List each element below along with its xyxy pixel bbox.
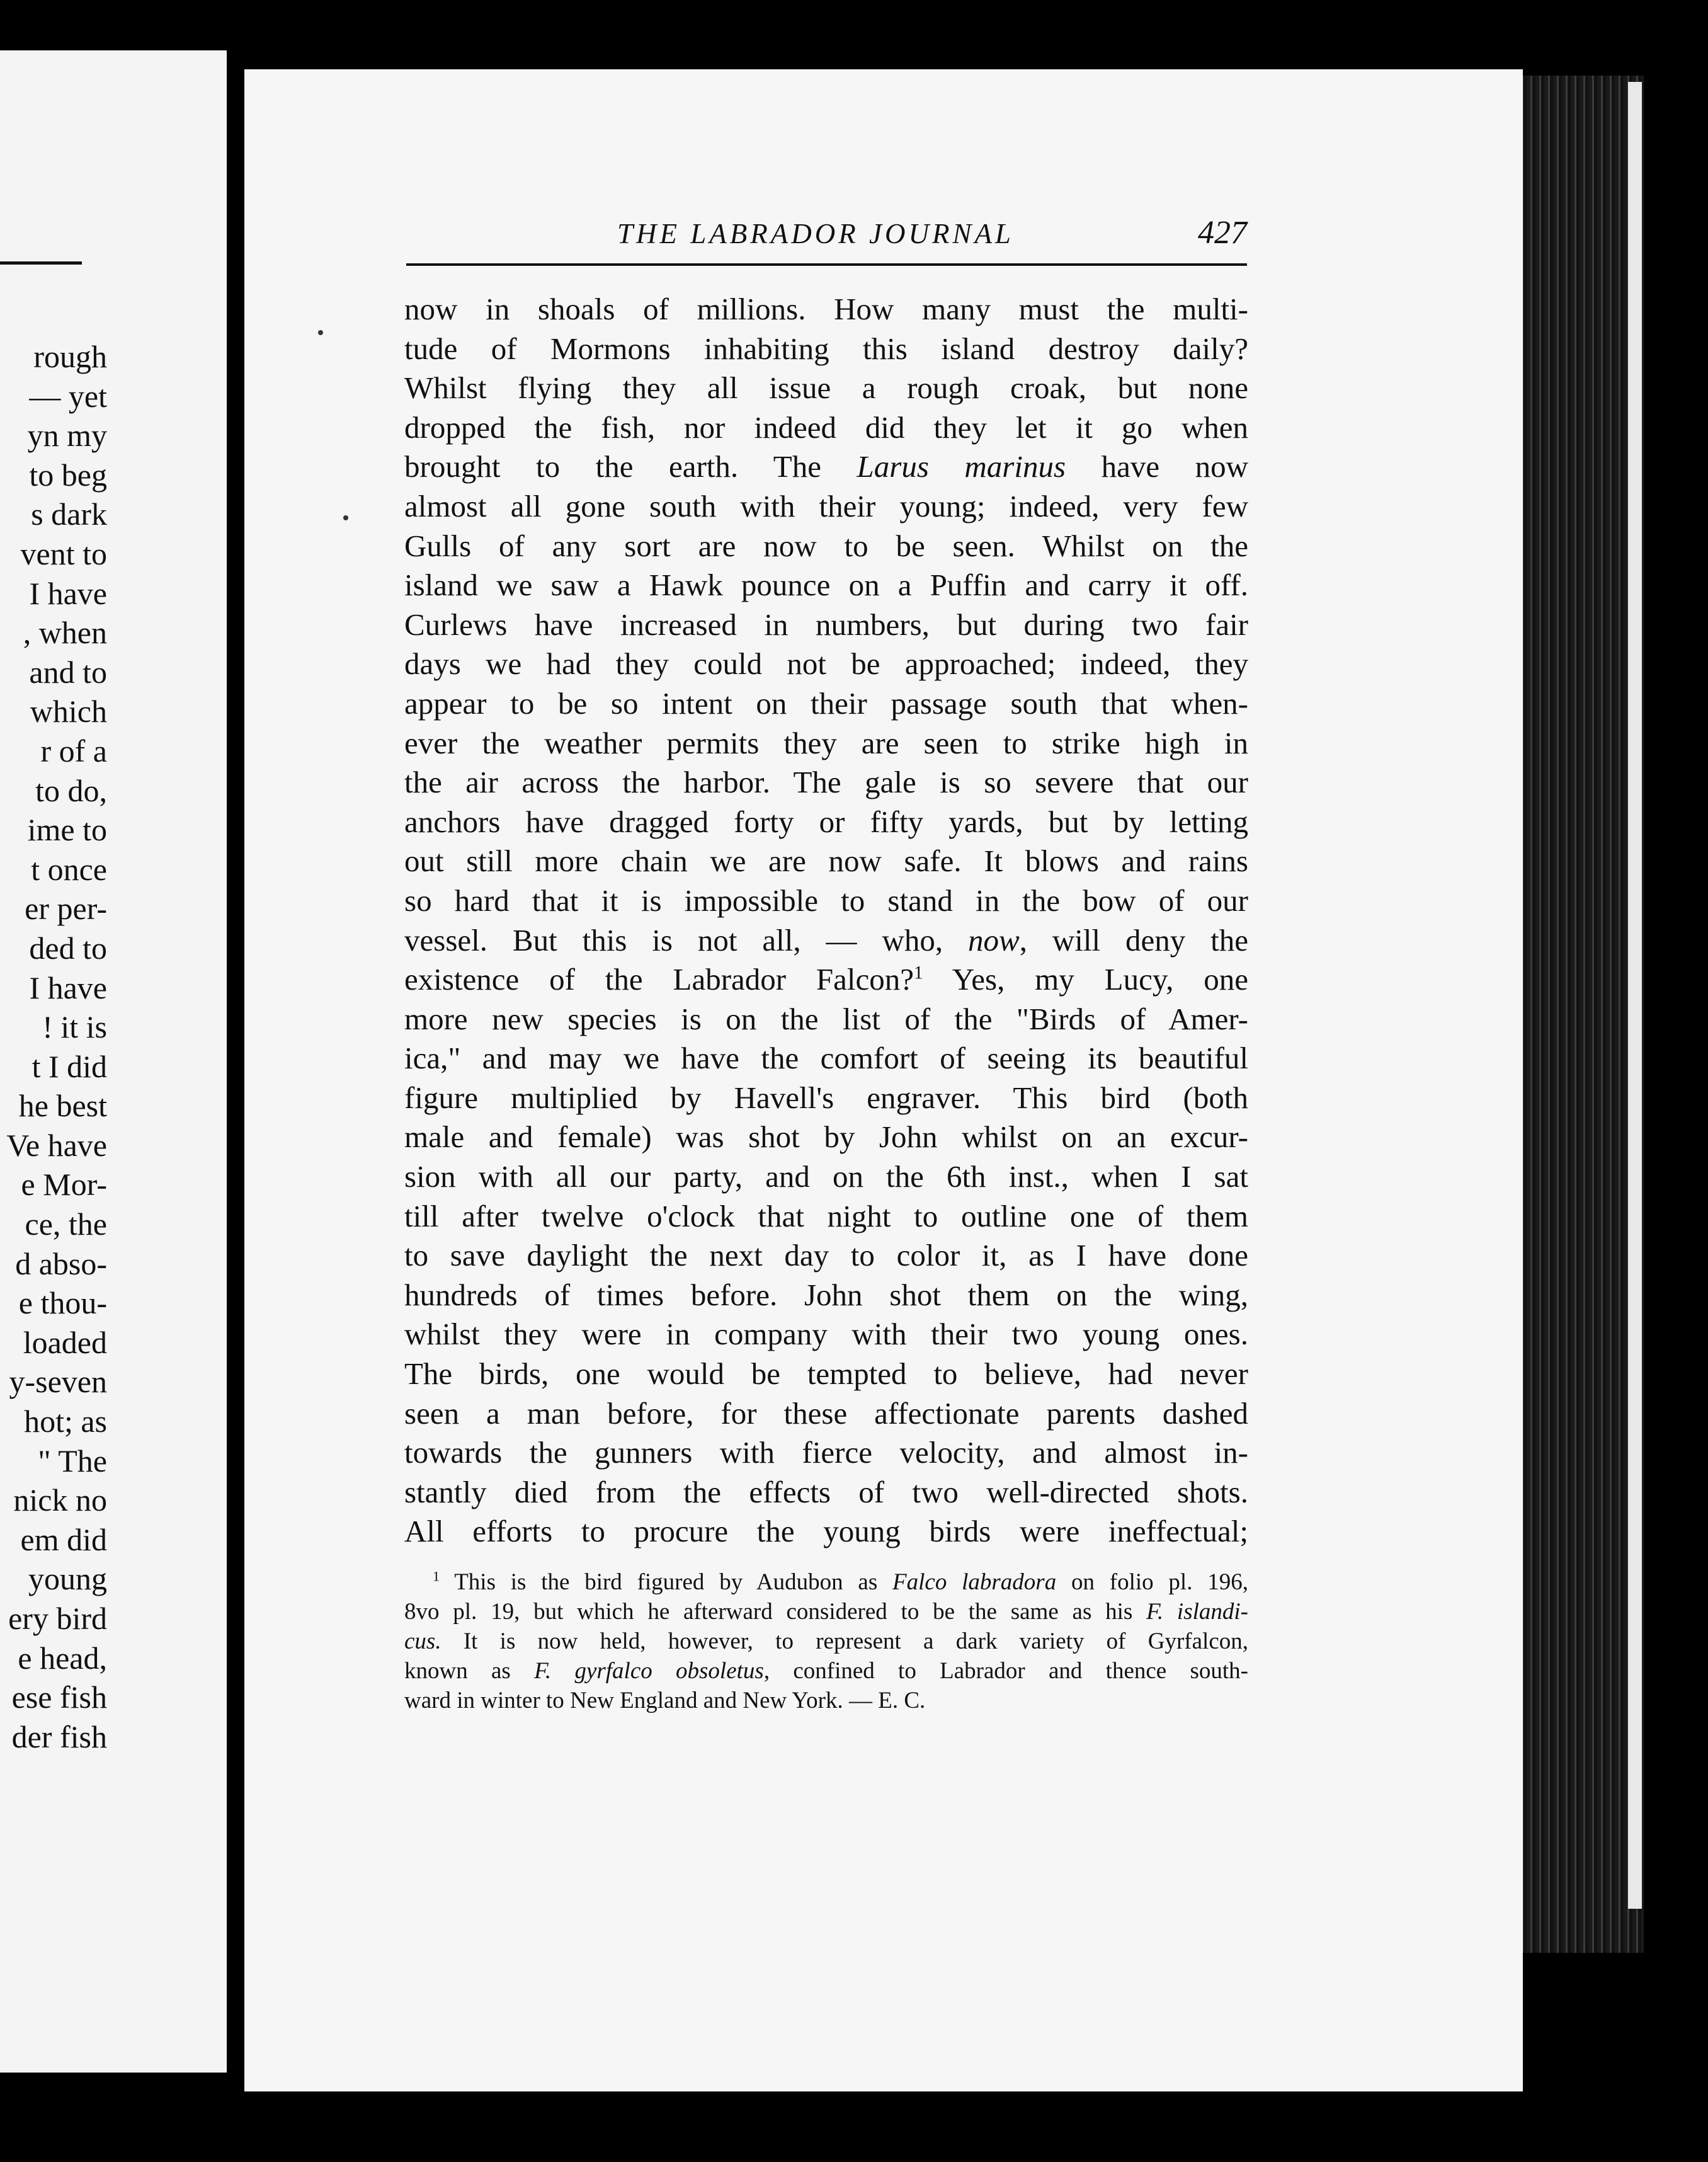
footnote-line: $^1$ This is the bird figured by Audubon as Falco labradora on folio pl. 196, xyxy=(433,1568,1248,1595)
body-line: days we had they could not be approached; indeed, they xyxy=(404,646,1248,682)
left-page-line: Ve have xyxy=(6,1127,107,1163)
header-rule xyxy=(406,263,1247,266)
body-line: almost all gone south with their young; indeed, very few xyxy=(404,488,1248,523)
left-page-line: I have xyxy=(29,575,107,611)
body-line: brought to the earth. The Larus marinus have now xyxy=(404,449,1248,484)
left-page-line: der fish xyxy=(11,1719,107,1754)
running-head xyxy=(403,214,1247,251)
left-page-line: young xyxy=(28,1561,107,1597)
left-page-line: to beg xyxy=(29,457,107,493)
body-line: tude of Mormons inhabiting this island destroy daily? xyxy=(404,331,1248,366)
body-line: stantly died from the effects of two well-directed shots. xyxy=(404,1474,1248,1509)
left-page-line: I have xyxy=(29,969,107,1005)
left-page-line: he best xyxy=(18,1088,107,1124)
running-title: THE LABRADOR JOURNAL xyxy=(617,218,1014,249)
body-line: figure multiplied by Havell's engraver. This bird (both xyxy=(404,1080,1248,1115)
left-page-line: d abso- xyxy=(15,1245,107,1281)
body-line: till after twelve o'clock that night to outline one of them xyxy=(404,1198,1248,1233)
left-page-line: er per- xyxy=(25,891,107,927)
body-line: Curlews have increased in numbers, but during two fair xyxy=(404,607,1248,642)
body-line: island we saw a Hawk pounce on a Puffin and carry it off. xyxy=(404,568,1248,603)
left-page-line: which xyxy=(30,694,107,729)
left-page-line: loaded xyxy=(23,1324,107,1360)
body-line: dropped the fish, nor indeed did they let it go when xyxy=(404,409,1248,445)
page-edges xyxy=(1518,76,1644,1953)
body-line: more new species is on the list of the "Birds of Amer- xyxy=(404,1001,1248,1036)
left-page-line: to do, xyxy=(35,772,107,808)
left-page-line: ery bird xyxy=(8,1601,107,1636)
left-page-line: ! it is xyxy=(42,1009,107,1045)
left-page-line: " The xyxy=(38,1443,107,1479)
body-line: ever the weather permits they are seen to strike high in xyxy=(404,725,1248,760)
left-page-line: and to xyxy=(29,654,107,690)
footnote-line: ward in winter to New England and New York. — E. C. xyxy=(404,1688,926,1713)
left-page-line: e head, xyxy=(18,1640,107,1676)
body-line: Whilst flying they all issue a rough croak, but none xyxy=(404,370,1248,406)
left-page-line: em did xyxy=(20,1521,107,1557)
body-line: vessel. But this is not all, — who, now, will deny the xyxy=(404,922,1248,958)
left-page-line: ime to xyxy=(27,812,107,848)
speck xyxy=(318,330,323,335)
left-page-line: e thou- xyxy=(18,1285,107,1321)
footnote-line: 8vo pl. 19, but which he afterward considered to be the same as his F. islandi- xyxy=(404,1599,1248,1625)
body-line: now in shoals of millions. How many must the multi- xyxy=(404,292,1248,326)
body-line: anchors have dragged forty or fifty yards, but by letting xyxy=(404,804,1248,839)
body-line: to save daylight the next day to color it, as I have done xyxy=(404,1238,1248,1273)
left-page-line: ese fish xyxy=(11,1679,107,1715)
book-gutter xyxy=(227,0,244,2162)
body-line: Gulls of any sort are now to be seen. Whilst on the xyxy=(404,528,1248,563)
left-page-line: nick no xyxy=(13,1482,107,1518)
left-page-line: vent to xyxy=(20,535,107,571)
body-line: out still more chain we are now safe. It blows and rains xyxy=(404,844,1248,879)
body-line: male and female) was shot by John whilst on an excur- xyxy=(404,1119,1248,1155)
body-line: ica," and may we have the comfort of seeing its beautiful xyxy=(404,1041,1248,1076)
page-edge-strip xyxy=(1628,82,1642,1909)
left-page-text-fragments xyxy=(6,337,107,1756)
speck xyxy=(343,515,348,520)
footnote xyxy=(404,1567,1248,1715)
footnote-line: cus. It is now held, however, to represent a dark variety of Gyrfalcon, xyxy=(404,1628,1248,1654)
body-line: existence of the Labrador Falcon?$^1$ Yes, my Lucy, one xyxy=(404,962,1248,997)
body-line: the air across the harbor. The gale is so severe that our xyxy=(404,765,1248,800)
left-page-line: t I did xyxy=(31,1048,107,1084)
body-line: seen a man before, for these affectionate parents dashed xyxy=(404,1395,1248,1431)
left-page-rule xyxy=(0,261,82,265)
body-line: hundreds of times before. John shot them on the wing, xyxy=(404,1277,1248,1312)
left-page-line: , when xyxy=(23,615,107,651)
left-page-line: yn my xyxy=(27,418,107,454)
body-text xyxy=(404,290,1248,1552)
page-number: 427 xyxy=(1198,215,1247,251)
body-line: so hard that it is impossible to stand in the bow of our xyxy=(404,883,1248,918)
left-page-line: ded to xyxy=(29,930,107,966)
left-page-line: e Mor- xyxy=(21,1167,107,1203)
body-line: appear to be so intent on their passage south that when- xyxy=(404,685,1248,721)
left-page xyxy=(0,50,227,2073)
body-line: The birds, one would be tempted to believe, had never xyxy=(404,1356,1248,1392)
footnote-line: known as F. gyrfalco obsoletus, confined to Labrador and thence south- xyxy=(404,1658,1248,1684)
left-page-line: rough xyxy=(33,339,107,374)
left-page-line: ce, the xyxy=(25,1206,107,1242)
left-page-line: s dark xyxy=(31,496,107,532)
left-page-line: r of a xyxy=(40,733,107,769)
body-line: whilst they were in company with their two young ones. xyxy=(404,1317,1248,1352)
left-page-line: hot; as xyxy=(24,1404,107,1439)
body-line: sion with all our party, and on the 6th inst., when I sat xyxy=(404,1159,1248,1194)
body-line: All efforts to procure the young birds were ineffectual; xyxy=(404,1514,1248,1549)
body-line: towards the gunners with fierce velocity, and almost in- xyxy=(404,1435,1248,1470)
left-page-line: t once xyxy=(31,851,107,887)
left-page-line: — yet xyxy=(29,378,107,414)
left-page-line: y-seven xyxy=(9,1364,107,1400)
